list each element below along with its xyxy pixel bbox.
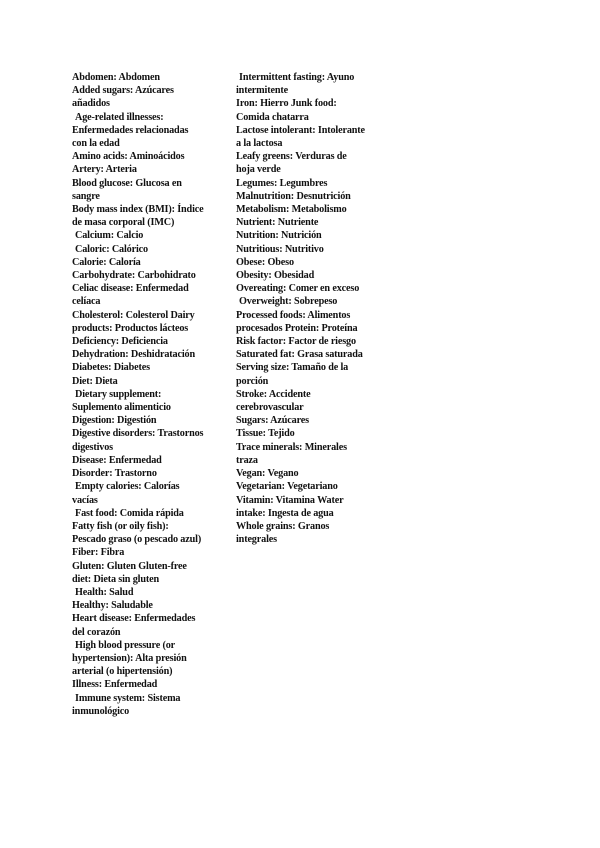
glossary-entry: Iron: Hierro Junk food: Comida chatarra bbox=[236, 98, 337, 123]
glossary-entry: Illness: Enfermedad bbox=[72, 679, 158, 691]
glossary-entry: Lactose intolerant: Intolerante a la lactosa bbox=[236, 124, 365, 150]
glossary-entry: Whole grains: Granos integrales bbox=[236, 520, 330, 546]
glossary-entry: Disorder: Trastorno bbox=[72, 468, 157, 480]
glossary-entry: Overweight: Sobrepeso bbox=[239, 296, 338, 308]
glossary-entry: Intermittent fasting: Ayuno intermitente bbox=[236, 72, 355, 97]
glossary-entry: Empty calories: Calorías vacías bbox=[72, 481, 180, 506]
glossary-entry: Age-related illnesses: Enfermedades relacionadas con la edad bbox=[72, 111, 189, 150]
glossary-entry: Celiac disease: Enfermedad celíaca bbox=[72, 283, 189, 308]
glossary-entry: Malnutrition: Desnutrición bbox=[236, 190, 351, 202]
glossary-entry: Amino acids: Aminoácidos bbox=[72, 151, 185, 163]
glossary-entry: High blood pressure (or hypertension): Alta presión arterial (o hipertensión) bbox=[72, 639, 187, 678]
glossary-entry: Diet: Dieta bbox=[72, 375, 118, 387]
glossary-entry: Digestion: Digestión bbox=[72, 415, 157, 427]
glossary-entry: Dietary supplement: Suplemento alimenticio bbox=[72, 388, 171, 414]
glossary-entry: Vegan: Vegano bbox=[236, 468, 299, 480]
glossary-entry: Obesity: Obesidad bbox=[236, 270, 315, 282]
glossary-entry: Nutritious: Nutritivo bbox=[236, 243, 324, 255]
glossary-entry: Carbohydrate: Carbohidrato bbox=[72, 270, 196, 282]
glossary-entry: Healthy: Saludable bbox=[72, 600, 153, 612]
glossary-entry: Overeating: Comer en exceso bbox=[236, 283, 360, 295]
glossary-entry: Risk factor: Factor de riesgo bbox=[236, 336, 356, 348]
glossary-entry: Calcium: Calcio bbox=[75, 230, 144, 242]
glossary-entry: Fiber: Fibra bbox=[72, 547, 125, 559]
glossary-entry: Calorie: Caloría bbox=[72, 256, 141, 268]
glossary-entry: Blood glucose: Glucosa en sangre bbox=[72, 177, 182, 202]
glossary-entry: Vegetarian: Vegetariano bbox=[236, 481, 338, 493]
glossary-entry: Sugars: Azúcares bbox=[236, 415, 309, 427]
glossary-entry: Fast food: Comida rápida bbox=[75, 507, 184, 519]
glossary-entry: Legumes: Legumbres bbox=[236, 177, 328, 189]
glossary-entry: Body mass index (BMI): Índice de masa corporal (IMC) bbox=[72, 204, 204, 229]
glossary-entry: Nutrient: Nutriente bbox=[236, 217, 319, 229]
glossary-entry: Dehydration: Deshidratación bbox=[72, 349, 196, 361]
glossary-entry: Deficiency: Deficiencia bbox=[72, 336, 168, 348]
glossary-entry: Saturated fat: Grasa saturada bbox=[236, 349, 363, 361]
glossary-entry: Diabetes: Diabetes bbox=[72, 362, 150, 374]
glossary-entry: Leafy greens: Verduras de hoja verde bbox=[236, 151, 347, 176]
glossary-column-right bbox=[236, 71, 366, 546]
glossary-column-left bbox=[72, 71, 204, 718]
glossary-entry: Obese: Obeso bbox=[236, 256, 294, 268]
glossary-entry: Disease: Enfermedad bbox=[72, 454, 162, 466]
glossary-entry: Gluten: Gluten Gluten-free diet: Dieta sin gluten bbox=[72, 560, 187, 585]
glossary-entry: Abdomen: Abdomen bbox=[72, 72, 160, 83]
glossary-entry: Stroke: Accidente cerebrovascular bbox=[236, 388, 311, 414]
glossary-entry: Serving size: Tamaño de la porción bbox=[236, 362, 349, 387]
glossary-entry: Health: Salud bbox=[75, 586, 134, 598]
glossary-entry: Trace minerals: Minerales traza bbox=[236, 441, 347, 466]
glossary-entry: Metabolism: Metabolismo bbox=[236, 204, 347, 216]
glossary-entry: Artery: Arteria bbox=[72, 164, 137, 176]
glossary-entry: Immune system: Sistema inmunológico bbox=[72, 692, 181, 717]
glossary-entry: Added sugars: Azúcares añadidos bbox=[72, 85, 174, 110]
glossary-entry: Fatty fish (or oily fish): Pescado graso (o pescado azul) bbox=[72, 520, 202, 546]
glossary-entry: Vitamin: Vitamina Water intake: Ingesta de agua bbox=[236, 494, 344, 519]
glossary-entry: Nutrition: Nutrición bbox=[236, 230, 322, 242]
glossary-entry: Processed foods: Alimentos procesados Protein: Proteína bbox=[236, 309, 358, 334]
glossary-entry: Heart disease: Enfermedades del corazón bbox=[72, 613, 196, 638]
glossary-entry: Digestive disorders: Trastornos digestivos bbox=[72, 428, 204, 453]
glossary-entry: Caloric: Calórico bbox=[75, 243, 148, 255]
glossary-entry: Cholesterol: Colesterol Dairy products: Productos lácteos bbox=[72, 309, 195, 334]
glossary-entry: Tissue: Tejido bbox=[236, 428, 295, 440]
